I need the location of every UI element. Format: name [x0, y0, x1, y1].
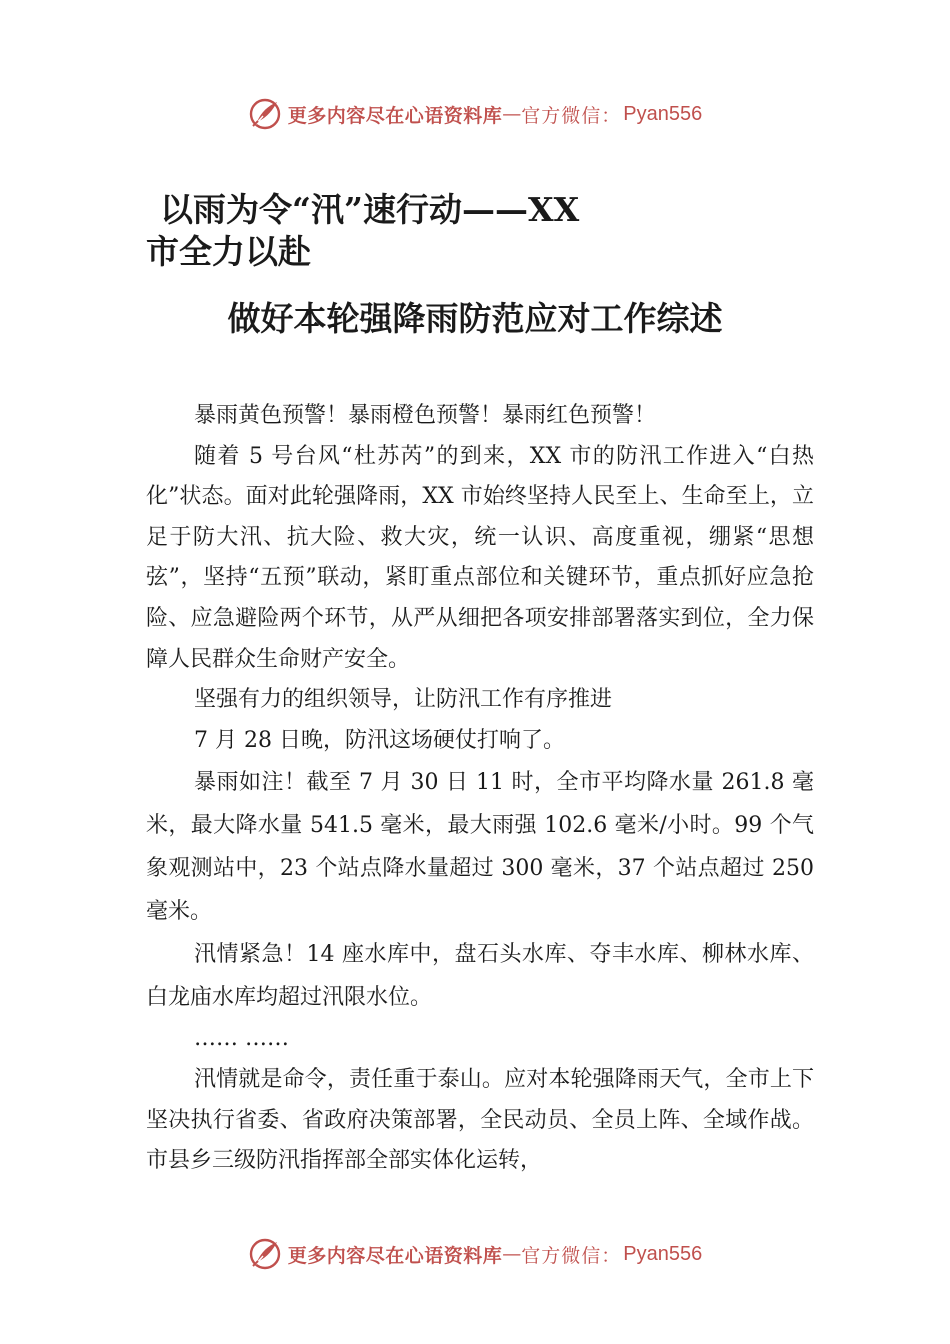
watermark-channel: 官方微信： [521, 1244, 622, 1267]
watermark-separator: — [502, 103, 522, 125]
paragraph-typhoon: 随着 5 号台风“杜苏芮”的到来，XX 市的防汛工作进入“白热化”状态。面对此轮强降雨，XX 市始终坚持人民至上、生命至上，立足于防大汛、抗大险、救大灾，统一认识、高度重视，绷紧“思想弦”，坚持“五预”联动，紧盯重点部位和关键环节，重点抓好应急抢险、应急避险两个环节，从严从细把各项安排部署落实到位，全力保障人民群众生命财产安全。 [146, 443, 814, 672]
title-line-3: 做好本轮强降雨防范应对工作综述 [227, 299, 723, 338]
paragraph-warnings: 暴雨黄色预警！暴雨橙色预警！暴雨红色预警！ [194, 403, 657, 428]
watermark-account: Pyan556 [623, 102, 703, 125]
paragraph-rainfall: 暴雨如注！截至 7 月 30 日 11 时，全市平均降水量 261.8 毫米，最大降水量 541.5 毫米，最大雨强 102.6 毫米/小时。99 个气象观测站中，23 个站点降水量超过 300 毫米，37 个站点超过 250 毫米。 [146, 770, 814, 925]
footer-watermark [0, 1234, 950, 1274]
paragraph-ellipsis: …… …… [194, 1026, 289, 1052]
paragraph-date: 7 月 28 日晚，防汛这场硬仗打响了。 [194, 727, 565, 753]
watermark-account: Pyan556 [623, 1242, 703, 1265]
paragraph-reservoirs: 汛情紧急！14 座水库中，盘石头水库、夺丰水库、柳林水库、白龙庙水库均超过汛限水位。 [146, 942, 814, 1011]
article-body [146, 396, 814, 1182]
paragraph-subheading: 坚强有力的组织领导，让防汛工作有序推进 [194, 687, 613, 713]
watermark-channel: 官方微信： [521, 104, 622, 127]
title-line-2: 市全力以赴 [146, 232, 311, 271]
watermark-separator: — [502, 1243, 522, 1265]
feather-pen-logo-icon [248, 1237, 282, 1271]
watermark-brand: 更多内容尽在心语资料库 [287, 104, 503, 127]
feather-pen-logo-icon [248, 97, 282, 131]
title-line-1: 以雨为令“汛”速行动——XX [160, 190, 580, 229]
watermark-brand: 更多内容尽在心语资料库 [287, 1244, 503, 1267]
paragraph-command: 汛情就是命令，责任重于泰山。应对本轮强降雨天气，全市上下坚决执行省委、省政府决策部署，全民动员、全员上阵、全域作战。市县乡三级防汛指挥部全部实体化运转， [146, 1066, 814, 1174]
header-watermark [0, 94, 950, 134]
